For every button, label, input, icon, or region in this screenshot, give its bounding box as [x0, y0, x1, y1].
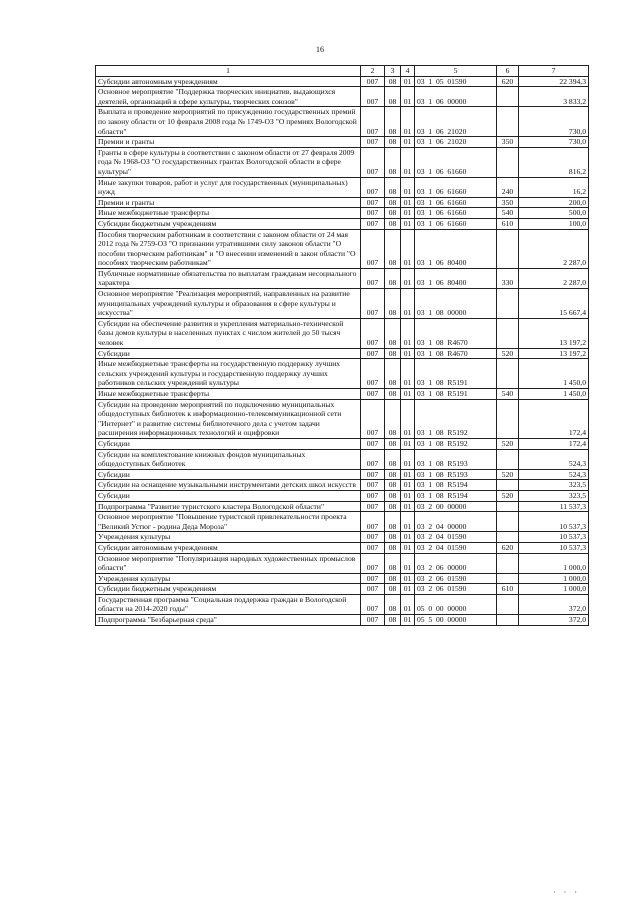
header-col-3: 3 [385, 66, 401, 77]
row-amount: 323,5 [519, 490, 589, 501]
row-name: Субсидии на оснащение музыкальными инструментами детских школ искусств [96, 480, 361, 491]
row-expense-type: 620 [497, 76, 519, 87]
row-expense-type: 520 [497, 438, 519, 449]
row-admin-code: 007 [361, 177, 385, 197]
row-amount: 172,4 [519, 399, 589, 438]
row-expense-type [497, 399, 519, 438]
row-admin-code: 007 [361, 208, 385, 219]
row-name: Премии и гранты [96, 197, 361, 208]
table-row [96, 399, 589, 438]
row-name: Иные межбюджетные трансферты на государственную поддержку лучших сельских учреждений культуры и государственную поддержку лучших работников сельских учреждений культуры [96, 359, 361, 389]
row-amount: 1 450,0 [519, 359, 589, 389]
row-name: Субсидии на обеспечение развития и укрепления материально-технической базы домов культуры в населенных пунктах с числом жителей до 50 тысяч человек [96, 318, 361, 348]
row-subsection: 01 [401, 177, 415, 197]
header-col-1: 1 [96, 66, 361, 77]
table-row [96, 573, 589, 584]
row-subsection: 01 [401, 469, 415, 480]
row-admin-code: 007 [361, 137, 385, 148]
row-subsection: 01 [401, 348, 415, 359]
row-target-article: 03 1 06 80400 [415, 229, 497, 268]
row-subsection: 01 [401, 449, 415, 469]
row-expense-type [497, 512, 519, 532]
row-target-article: 03 1 06 21020 [415, 137, 497, 148]
table-row [96, 218, 589, 229]
row-target-article: 03 1 08 R4670 [415, 318, 497, 348]
row-expense-type: 520 [497, 469, 519, 480]
row-expense-type [497, 501, 519, 512]
row-expense-type: 330 [497, 268, 519, 288]
row-subsection: 01 [401, 218, 415, 229]
row-admin-code: 007 [361, 490, 385, 501]
row-target-article: 03 2 00 00000 [415, 501, 497, 512]
row-section: 08 [385, 389, 401, 400]
row-amount: 3 833,2 [519, 87, 589, 107]
row-subsection: 01 [401, 76, 415, 87]
row-admin-code: 007 [361, 389, 385, 400]
row-expense-type [497, 553, 519, 573]
row-name: Субсидии бюджетным учреждениям [96, 584, 361, 595]
row-admin-code: 007 [361, 501, 385, 512]
table-row [96, 532, 589, 543]
row-amount: 100,0 [519, 218, 589, 229]
row-target-article: 03 1 06 00000 [415, 87, 497, 107]
table-row [96, 553, 589, 573]
row-name: Субсидии автономным учреждениям [96, 542, 361, 553]
row-expense-type [497, 289, 519, 319]
row-amount: 16,2 [519, 177, 589, 197]
row-target-article: 03 1 08 R5194 [415, 490, 497, 501]
row-section: 08 [385, 449, 401, 469]
row-subsection: 01 [401, 490, 415, 501]
row-section: 08 [385, 208, 401, 219]
row-name: Основное мероприятие "Поддержка творческих инициатив, выдающихся деятелей, организаций в сфере культуры, творческих союзов" [96, 87, 361, 107]
row-name: Основное мероприятие "Популяризация народных художественных промыслов области" [96, 553, 361, 573]
row-expense-type: 520 [497, 348, 519, 359]
row-expense-type [497, 318, 519, 348]
row-expense-type [497, 107, 519, 137]
row-amount: 13 197,2 [519, 348, 589, 359]
row-amount: 816,2 [519, 147, 589, 177]
row-target-article: 03 2 04 01590 [415, 542, 497, 553]
header-col-7: 7 [519, 66, 589, 77]
budget-table [95, 65, 589, 626]
row-admin-code: 007 [361, 76, 385, 87]
table-row [96, 87, 589, 107]
row-amount: 11 537,3 [519, 501, 589, 512]
row-target-article: 03 1 06 61660 [415, 208, 497, 219]
row-subsection: 01 [401, 584, 415, 595]
table-row [96, 389, 589, 400]
row-name: Субсидии [96, 469, 361, 480]
row-subsection: 01 [401, 594, 415, 614]
row-target-article: 03 1 08 R4670 [415, 348, 497, 359]
row-section: 08 [385, 318, 401, 348]
row-target-article: 03 1 08 R5193 [415, 469, 497, 480]
row-subsection: 01 [401, 147, 415, 177]
row-name: Субсидии на комплектование книжных фондов муниципальных общедоступных библиотек [96, 449, 361, 469]
table-row [96, 229, 589, 268]
row-name: Гранты в сфере культуры в соответствии с законом области от 27 февраля 2009 года № 1968-ОЗ "О государственных грантах Вологодской области в сфере культуры" [96, 147, 361, 177]
row-section: 08 [385, 87, 401, 107]
row-target-article: 03 1 05 01590 [415, 76, 497, 87]
row-admin-code: 007 [361, 532, 385, 543]
row-name: Учреждения культуры [96, 532, 361, 543]
row-subsection: 01 [401, 197, 415, 208]
table-row [96, 449, 589, 469]
row-section: 08 [385, 584, 401, 595]
row-amount: 15 667,4 [519, 289, 589, 319]
table-row [96, 512, 589, 532]
row-target-article: 03 1 06 61660 [415, 197, 497, 208]
table-row [96, 501, 589, 512]
row-expense-type: 520 [497, 490, 519, 501]
table-row [96, 438, 589, 449]
row-admin-code: 007 [361, 348, 385, 359]
row-admin-code: 007 [361, 594, 385, 614]
row-expense-type: 540 [497, 208, 519, 219]
table-row [96, 490, 589, 501]
row-amount: 500,0 [519, 208, 589, 219]
table-row [96, 469, 589, 480]
row-expense-type [497, 147, 519, 177]
table-body [96, 76, 589, 625]
row-expense-type [497, 480, 519, 491]
row-amount: 200,0 [519, 197, 589, 208]
row-target-article: 05 0 00 00000 [415, 594, 497, 614]
row-section: 08 [385, 480, 401, 491]
row-section: 08 [385, 268, 401, 288]
row-admin-code: 007 [361, 268, 385, 288]
table-row [96, 594, 589, 614]
row-target-article: 03 2 06 01590 [415, 573, 497, 584]
row-admin-code: 007 [361, 615, 385, 626]
row-admin-code: 007 [361, 289, 385, 319]
row-admin-code: 007 [361, 147, 385, 177]
row-amount: 13 197,2 [519, 318, 589, 348]
row-name: Премии и гранты [96, 137, 361, 148]
table-row [96, 542, 589, 553]
row-name: Субсидии [96, 490, 361, 501]
row-amount: 2 287,0 [519, 229, 589, 268]
corner-mark: · · · [553, 888, 580, 897]
row-expense-type [497, 594, 519, 614]
row-expense-type [497, 359, 519, 389]
table-row [96, 268, 589, 288]
row-name: Государственная программа "Социальная поддержка граждан в Вологодской области на 2014-2020 годы" [96, 594, 361, 614]
row-amount: 1 450,0 [519, 389, 589, 400]
table-row [96, 76, 589, 87]
row-target-article: 03 1 06 80400 [415, 268, 497, 288]
header-col-5: 5 [415, 66, 497, 77]
row-target-article: 03 1 08 R5194 [415, 480, 497, 491]
row-admin-code: 007 [361, 438, 385, 449]
row-name: Субсидии автономным учреждениям [96, 76, 361, 87]
row-subsection: 01 [401, 389, 415, 400]
row-target-article: 03 1 06 21020 [415, 107, 497, 137]
row-expense-type [497, 532, 519, 543]
table-row [96, 348, 589, 359]
row-subsection: 01 [401, 573, 415, 584]
row-section: 08 [385, 553, 401, 573]
row-expense-type [497, 229, 519, 268]
row-section: 08 [385, 107, 401, 137]
row-section: 08 [385, 289, 401, 319]
row-subsection: 01 [401, 480, 415, 491]
row-amount: 730,0 [519, 137, 589, 148]
row-subsection: 01 [401, 208, 415, 219]
row-name: Выплата и проведение мероприятий по присуждению государственных премий по закону области от 10 февраля 2008 года № 1749-ОЗ "О премиях Вологодской области" [96, 107, 361, 137]
table-row [96, 197, 589, 208]
table-row [96, 480, 589, 491]
row-subsection: 01 [401, 87, 415, 107]
row-section: 08 [385, 137, 401, 148]
row-admin-code: 007 [361, 512, 385, 532]
row-subsection: 01 [401, 318, 415, 348]
row-expense-type: 350 [497, 137, 519, 148]
header-col-4: 4 [401, 66, 415, 77]
row-section: 08 [385, 359, 401, 389]
row-section: 08 [385, 177, 401, 197]
row-admin-code: 007 [361, 87, 385, 107]
row-target-article: 03 1 06 61660 [415, 218, 497, 229]
header-col-2: 2 [361, 66, 385, 77]
row-name: Публичные нормативные обязательства по выплатам гражданам несоциального характера [96, 268, 361, 288]
row-name: Основное мероприятие "Реализация мероприятий, направленных на развитие муниципальных учреждений культуры и образования в сфере культуры и искусства" [96, 289, 361, 319]
row-subsection: 01 [401, 438, 415, 449]
row-expense-type: 610 [497, 584, 519, 595]
row-amount: 10 537,3 [519, 512, 589, 532]
row-section: 08 [385, 501, 401, 512]
row-name: Иные межбюджетные трансферты [96, 208, 361, 219]
row-admin-code: 007 [361, 469, 385, 480]
row-subsection: 01 [401, 268, 415, 288]
row-amount: 1 000,0 [519, 553, 589, 573]
row-section: 08 [385, 147, 401, 177]
table-row [96, 137, 589, 148]
row-subsection: 01 [401, 542, 415, 553]
row-target-article: 03 2 06 00000 [415, 553, 497, 573]
row-section: 08 [385, 438, 401, 449]
row-section: 08 [385, 76, 401, 87]
row-expense-type [497, 573, 519, 584]
row-section: 08 [385, 594, 401, 614]
row-subsection: 01 [401, 399, 415, 438]
row-subsection: 01 [401, 553, 415, 573]
row-admin-code: 007 [361, 449, 385, 469]
table-row [96, 584, 589, 595]
row-section: 08 [385, 532, 401, 543]
row-target-article: 03 1 06 61660 [415, 177, 497, 197]
row-subsection: 01 [401, 501, 415, 512]
row-name: Субсидии на проведение мероприятий по подключению муниципальных общедоступных библиотек к информационно-телекоммуникационной сети "Интернет" и развитие системы библиотечного дела с учетом задачи расширения информационных технологий и оцифровки [96, 399, 361, 438]
row-section: 08 [385, 229, 401, 268]
row-subsection: 01 [401, 512, 415, 532]
row-amount: 1 000,0 [519, 573, 589, 584]
row-name: Пособия творческим работникам в соответствии с законом области от 24 мая 2012 года № 2759-ОЗ "О признании утратившими силу законов области "О пособии творческим работникам" и "О внесении изменений в закон области "О пособиях творческим работникам" [96, 229, 361, 268]
row-expense-type: 240 [497, 177, 519, 197]
row-name: Учреждения культуры [96, 573, 361, 584]
row-name: Иные межбюджетные трансферты [96, 389, 361, 400]
row-section: 08 [385, 218, 401, 229]
row-expense-type [497, 615, 519, 626]
row-admin-code: 007 [361, 480, 385, 491]
row-subsection: 01 [401, 615, 415, 626]
row-subsection: 01 [401, 532, 415, 543]
row-target-article: 03 2 04 00000 [415, 512, 497, 532]
row-name: Подпрограмма "Развитие туристского кластера Вологодской области" [96, 501, 361, 512]
page-number: 16 [316, 45, 324, 54]
row-target-article: 03 2 04 01590 [415, 532, 497, 543]
row-name: Субсидии бюджетным учреждениям [96, 218, 361, 229]
row-target-article: 03 1 06 61660 [415, 147, 497, 177]
row-section: 08 [385, 348, 401, 359]
row-amount: 1 000,0 [519, 584, 589, 595]
row-amount: 10 537,3 [519, 542, 589, 553]
table-row [96, 615, 589, 626]
table-row [96, 147, 589, 177]
table-row [96, 208, 589, 219]
row-amount: 372,0 [519, 615, 589, 626]
row-subsection: 01 [401, 107, 415, 137]
row-subsection: 01 [401, 229, 415, 268]
row-amount: 730,0 [519, 107, 589, 137]
row-admin-code: 007 [361, 197, 385, 208]
row-amount: 524,3 [519, 469, 589, 480]
row-expense-type: 610 [497, 218, 519, 229]
row-section: 08 [385, 469, 401, 480]
row-amount: 22 394,3 [519, 76, 589, 87]
row-name: Субсидии [96, 438, 361, 449]
row-admin-code: 007 [361, 218, 385, 229]
row-section: 08 [385, 615, 401, 626]
row-name: Иные закупки товаров, работ и услуг для государственных (муниципальных) нужд [96, 177, 361, 197]
row-admin-code: 007 [361, 229, 385, 268]
row-admin-code: 007 [361, 542, 385, 553]
row-amount: 524,3 [519, 449, 589, 469]
table-row [96, 359, 589, 389]
row-target-article: 03 1 08 R5191 [415, 389, 497, 400]
row-target-article: 03 1 08 R5193 [415, 449, 497, 469]
row-section: 08 [385, 197, 401, 208]
row-admin-code: 007 [361, 359, 385, 389]
row-target-article: 03 1 08 00000 [415, 289, 497, 319]
row-expense-type: 540 [497, 389, 519, 400]
row-admin-code: 007 [361, 318, 385, 348]
row-admin-code: 007 [361, 399, 385, 438]
row-name: Субсидии [96, 348, 361, 359]
row-section: 08 [385, 512, 401, 532]
row-amount: 10 537,3 [519, 532, 589, 543]
row-section: 08 [385, 573, 401, 584]
row-amount: 2 287,0 [519, 268, 589, 288]
row-admin-code: 007 [361, 553, 385, 573]
row-name: Основное мероприятие "Повышение туристской привлекательности проекта "Великий Устюг - родина Деда Мороза" [96, 512, 361, 532]
row-target-article: 03 1 08 R5192 [415, 438, 497, 449]
row-amount: 172,4 [519, 438, 589, 449]
row-admin-code: 007 [361, 107, 385, 137]
row-expense-type [497, 87, 519, 107]
table-row [96, 289, 589, 319]
row-target-article: 03 2 06 01590 [415, 584, 497, 595]
table-row [96, 177, 589, 197]
row-section: 08 [385, 490, 401, 501]
row-target-article: 03 1 08 R5192 [415, 399, 497, 438]
row-expense-type: 350 [497, 197, 519, 208]
table-row [96, 318, 589, 348]
table-row [96, 107, 589, 137]
row-subsection: 01 [401, 359, 415, 389]
row-expense-type [497, 449, 519, 469]
row-target-article: 05 5 00 00000 [415, 615, 497, 626]
row-section: 08 [385, 399, 401, 438]
header-col-6: 6 [497, 66, 519, 77]
table-header-row [96, 66, 589, 77]
row-subsection: 01 [401, 137, 415, 148]
row-section: 08 [385, 542, 401, 553]
row-admin-code: 007 [361, 573, 385, 584]
row-name: Подпрограмма "Безбарьерная среда" [96, 615, 361, 626]
row-target-article: 03 1 08 R5191 [415, 359, 497, 389]
row-subsection: 01 [401, 289, 415, 319]
row-admin-code: 007 [361, 584, 385, 595]
row-amount: 323,5 [519, 480, 589, 491]
row-expense-type: 620 [497, 542, 519, 553]
row-amount: 372,0 [519, 594, 589, 614]
